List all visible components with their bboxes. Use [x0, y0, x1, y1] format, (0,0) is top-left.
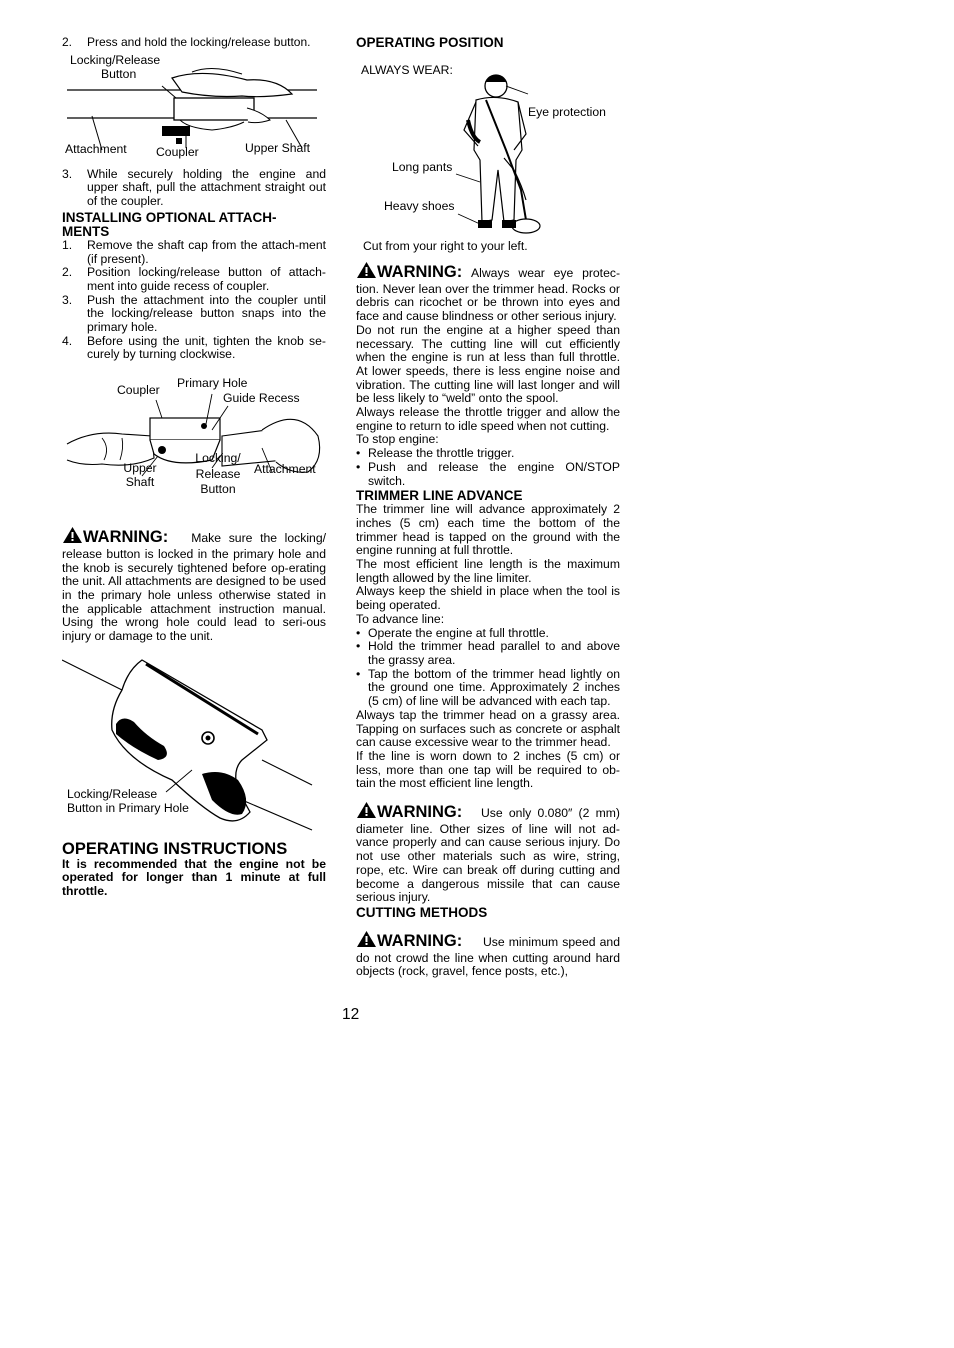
stop-engine-intro: To stop engine: — [356, 432, 439, 447]
label-coupler: Coupler — [156, 144, 199, 159]
label-attachment: Attachment — [254, 462, 316, 477]
advance-intro: To advance line: — [356, 611, 445, 626]
label-coupler: Coupler — [117, 383, 160, 398]
list-item: • Release the throttle trigger. — [356, 446, 515, 461]
install-heading: INSTALLING OPTIONAL ATTACH- MENTS — [62, 209, 277, 239]
warning-triangle-icon — [356, 801, 377, 823]
cutting-methods-heading: CUTTING METHODS — [356, 904, 488, 920]
label-eye-protection: Eye protection — [528, 105, 606, 119]
label-guide-recess: Guide Recess — [223, 391, 300, 406]
paragraph-advance-5: If the line is worn down to 2 inches (5 cm) or less, more than one tap will be required to ob-tain the most efficient line length. — [356, 748, 620, 791]
figure-attachment-removal — [62, 50, 326, 158]
label-upper-shaft: Upper Shaft — [245, 140, 311, 155]
label-attachment: Attachment — [65, 141, 127, 156]
paragraph-advance-4: Always tap the trimmer head on a grassy area. Tapping on surfaces such as concrete or asphalt can cause excessive wear to the trimmer head. — [356, 707, 620, 750]
label-cut-direction: Cut from your right to your left. — [363, 239, 528, 253]
operating-instructions-heading: OPERATING INSTRUCTIONS — [62, 839, 288, 858]
operating-instructions-note: It is recommended that the engine not be operated for longer than 1 minute at full throttle. — [62, 856, 326, 899]
install-step: 2. Position locking/release button of attach-ment into guide recess of coupler. — [62, 265, 326, 293]
operating-position-heading: OPERATING POSITION — [356, 35, 504, 50]
paragraph-advance-2: The most efficient line length is the maximum length allowed by the line limiter. — [356, 557, 620, 585]
right-column — [356, 36, 620, 979]
left-column — [62, 36, 326, 899]
figure-attachment-install — [62, 376, 326, 526]
warning-triangle-icon — [356, 261, 377, 283]
figure-primary-hole — [62, 650, 326, 840]
label-heavy-shoes: Heavy shoes — [384, 199, 455, 213]
list-item: • Operate the engine at full throttle. — [356, 625, 549, 640]
list-item: • Hold the trimmer head parallel to and above the grassy area. — [356, 639, 620, 667]
label-long-pants: Long pants — [392, 160, 453, 174]
warning-line-diameter: WARNING: Use only 0.080″ (2 mm) diameter line. Other sizes of line will not ad-vance properly and can cause serious injury. Do not use other materials such as wire, string, rope, etc. Wire can break off during cutting and become a dangerous missile that can cause serious injury. — [356, 803, 620, 905]
step-2: 2. Press and hold the locking/release button. — [62, 35, 311, 49]
label-button: Button — [101, 66, 137, 81]
install-step: 3. Push the attachment into the coupler until the locking/release button snaps into the primary hole. — [62, 292, 326, 335]
warning-triangle-icon — [62, 526, 83, 548]
paragraph-advance-3: Always keep the shield in place when the tool is being operated. — [356, 584, 620, 613]
list-item: • Tap the bottom of the trimmer head lightly on the ground one time. Approximately 2 inches (5 cm) of line will be advanced with each tap. — [356, 666, 620, 709]
warning-triangle-icon — [356, 930, 377, 952]
label-always-wear: ALWAYS WEAR: — [361, 63, 453, 77]
install-steps — [62, 239, 326, 362]
label-locking-release: Locking/Release — [70, 52, 161, 67]
warning-minimum-speed: WARNING: Use minimum speed and do not crowd the line when cutting around hard objects (rock, gravel, fence posts, etc.), — [356, 931, 620, 979]
label-primary-hole: Primary Hole — [177, 376, 248, 391]
paragraph-engine-speed: Do not run the engine at a higher speed than necessary. The cutting line will cut efficiently when the engine is run at less than full throttle. At lower speeds, there is less engine noise and vibration. The cutting line will last longer and will be less likely to “weld” onto the spool. — [356, 322, 620, 406]
label-locking-release-primary-hole: Locking/Release Button in Primary Hole — [67, 786, 189, 815]
label-upper-shaft: Upper Shaft — [123, 461, 157, 490]
paragraph-advance-1: The trimmer line will advance approximately 2 inches (5 cm) each time the bottom of the trimmer head is tapped on the ground with the engine running at full throttle. — [356, 502, 620, 558]
install-step: 1. Remove the shaft cap from the attach-ment (if present). — [62, 237, 326, 266]
warning-locking: WARNING: Make sure the locking/ release button is locked in the primary hole and the knob is securely tightened before op-erating the unit. All attachments are designed to be used in the primary hole unless otherwise stated in the applicable attachment instruction manual. Using the wrong hole could lead to seri-ous injury or damage to the unit. — [62, 528, 326, 644]
figure-operating-position — [356, 50, 620, 253]
trimmer-line-advance-heading: TRIMMER LINE ADVANCE — [356, 488, 523, 504]
page-number: 12 — [342, 1006, 360, 1023]
install-step: 4. Before using the unit, tighten the knob se-curely by turning clockwise. — [62, 333, 326, 362]
step-3: 3. While securely holding the engine and upper shaft, pull the attachment straight out of the coupler. — [62, 166, 326, 209]
list-item: • Push and release the engine ON/STOP switch. — [356, 459, 620, 488]
operator-illustration — [356, 50, 620, 242]
warning-eye-protection: WARNING: Always wear eye protec-tion. Never lean over the trimmer head. Rocks or debris can ricochet or be thrown into eyes and face and cause blindness or other serious injury. — [356, 263, 621, 324]
paragraph-release-trigger: Always release the throttle trigger and allow the engine to return to idle speed when not cutting. — [356, 405, 620, 433]
label-locking-release-button: Locking/ Release Button — [195, 451, 241, 497]
